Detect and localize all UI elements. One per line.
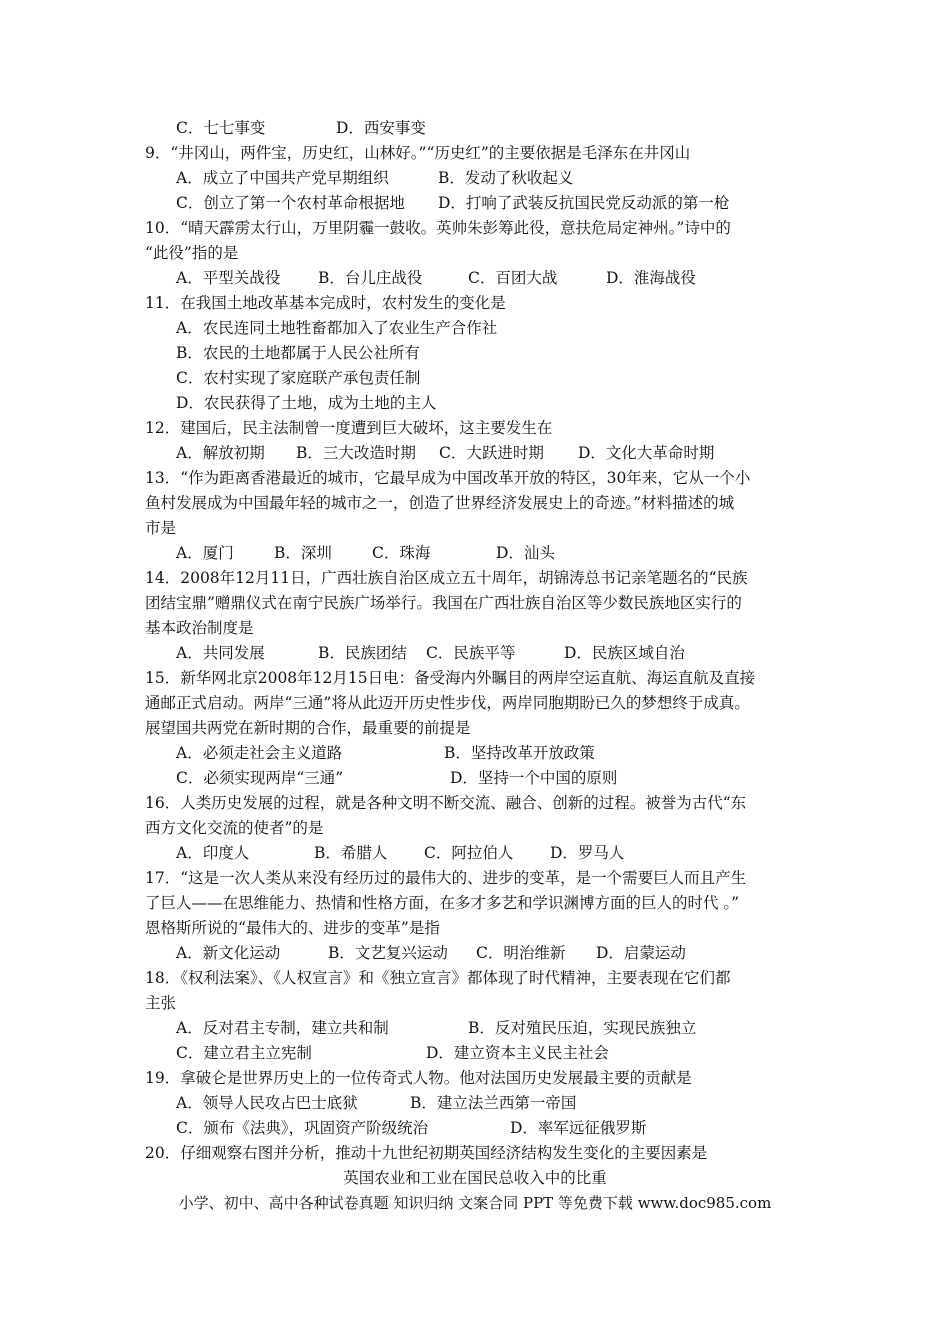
q14-option-d: D．民族区域自治 — [564, 644, 685, 662]
q11-option-d: D．农民获得了土地，成为土地的主人 — [176, 394, 437, 412]
q20-stem: 20．仔细观察右图并分析，推动十九世纪初期英国经济结构发生变化的主要因素是 — [145, 1144, 708, 1162]
q10-option-b: B．台儿庄战役 — [318, 269, 423, 287]
q16-option-d: D．罗马人 — [550, 844, 625, 862]
q13-option-a: A．厦门 — [176, 544, 234, 562]
q17-option-a: A．新文化运动 — [176, 944, 281, 962]
q18-option-c: C．建立君主立宪制 — [176, 1044, 312, 1062]
q16-option-c: C．阿拉伯人 — [424, 844, 514, 862]
q14-option-a: A．共同发展 — [176, 644, 265, 662]
q16-stem-cont: 西方文化交流的使者”的是 — [145, 819, 324, 837]
q18-option-d: D．建立资本主义民主社会 — [426, 1044, 609, 1062]
q15-stem: 15．新华网北京2008年12月15日电：备受海内外瞩目的两岸空运直航、海运直航及直接 — [145, 669, 756, 687]
q17-option-d: D．启蒙运动 — [596, 944, 686, 962]
q8-option-c: C．七七事变 — [176, 119, 266, 137]
q13-option-d: D．汕头 — [496, 544, 555, 562]
q15-option-d: D．坚持一个中国的原则 — [450, 769, 618, 787]
q18-option-a: A．反对君主专制，建立共和制 — [176, 1019, 389, 1037]
q15-stem-cont: 通邮正式启动。两岸“三通”将从此迈开历史性步伐，两岸同胞期盼已久的梦想终于成真。 — [145, 694, 750, 712]
q10-stem-cont: “此役”指的是 — [145, 244, 239, 262]
q15-option-a: A．必须走社会主义道路 — [176, 744, 343, 762]
q17-option-b: B．文艺复兴运动 — [328, 944, 448, 962]
q14-stem-end: 基本政治制度是 — [145, 619, 254, 637]
q18-stem: 18．《权利法案》、《人权宣言》和《独立宣言》都体现了时代精神，主要表现在它们都 — [145, 969, 731, 987]
q19-option-d: D．率军远征俄罗斯 — [510, 1119, 647, 1137]
q17-stem: 17．“这是一次人类从来没有经历过的最伟大的、进步的变革，是一个需要巨人而且产生 — [145, 869, 747, 887]
q10-stem: 10．“晴天霹雳太行山，万里阴霾一鼓收。英帅朱彭筹此役，意扶危局定神州。”诗中的 — [145, 219, 731, 237]
q15-stem-end: 展望国共两党在新时期的合作，最重要的前提是 — [145, 719, 471, 737]
figure-caption: 英国农业和工业在国民总收入中的比重 — [343, 1169, 607, 1187]
q15-option-b: B．坚持改革开放政策 — [444, 744, 595, 762]
q12-option-b: B．三大改造时期 — [296, 444, 416, 462]
q19-option-b: B．建立法兰西第一帝国 — [410, 1094, 577, 1112]
q17-stem-end: 恩格斯所说的“最伟大的、进步的变革”是指 — [145, 919, 440, 937]
q14-stem-cont: 团结宝鼎”赠鼎仪式在南宁民族广场举行。我国在广西壮族自治区等少数民族地区实行的 — [145, 594, 742, 612]
q10-option-d: D．淮海战役 — [606, 269, 696, 287]
q12-stem: 12．建国后，民主法制曾一度遭到巨大破坏，这主要发生在 — [145, 419, 553, 437]
q10-option-a: A．平型关战役 — [176, 269, 281, 287]
q19-option-a: A．领导人民攻占巴士底狱 — [176, 1094, 358, 1112]
q18-stem-cont: 主张 — [145, 994, 177, 1012]
q9-option-a: A．成立了中国共产党早期组织 — [176, 169, 389, 187]
q16-option-b: B．希腊人 — [314, 844, 388, 862]
q13-option-b: B．深圳 — [274, 544, 332, 562]
q11-option-c: C．农村实现了家庭联产承包责任制 — [176, 369, 421, 387]
q16-stem: 16．人类历史发展的过程，就是各种文明不断交流、融合、创新的过程。被誉为古代“东 — [145, 794, 747, 812]
q11-stem: 11．在我国土地改革基本完成时，农村发生的变化是 — [145, 294, 506, 312]
q9-option-c: C．创立了第一个农村革命根据地 — [176, 194, 405, 212]
q19-stem: 19．拿破仑是世界历史上的一位传奇式人物。他对法国历史发展最主要的贡献是 — [145, 1069, 692, 1087]
q14-option-b: B．民族团结 — [318, 644, 407, 662]
q14-option-c: C．民族平等 — [426, 644, 516, 662]
page-footer: 小学、初中、高中各种试卷真题 知识归纳 文案合同 PPT 等免费下载 www.doc985.com — [178, 1194, 772, 1212]
q18-option-b: B．反对殖民压迫，实现民族独立 — [468, 1019, 697, 1037]
q9-option-b: B．发动了秋收起义 — [438, 169, 574, 187]
q13-option-c: C．珠海 — [372, 544, 431, 562]
q14-stem: 14．2008年12月11日，广西壮族自治区成立五十周年，胡锦涛总书记亲笔题名的“民族 — [145, 569, 748, 587]
q17-stem-cont: 了巨人——在思维能力、热情和性格方面，在多才多艺和学识渊博方面的巨人的时代 。” — [145, 894, 740, 912]
q8-option-d: D．西安事变 — [336, 119, 426, 137]
q9-stem: 9．“井冈山，两件宝，历史红，山林好。”“历史红”的主要依据是毛泽东在井冈山 — [145, 144, 691, 162]
q15-option-c: C．必须实现两岸“三通” — [176, 769, 344, 787]
q13-stem-end: 市是 — [145, 519, 177, 537]
q12-option-d: D．文化大革命时期 — [578, 444, 715, 462]
q12-option-a: A．解放初期 — [176, 444, 265, 462]
q16-option-a: A．印度人 — [176, 844, 250, 862]
q9-option-d: D．打响了武装反抗国民党反动派的第一枪 — [438, 194, 730, 212]
q10-option-c: C．百团大战 — [468, 269, 558, 287]
q17-option-c: C．明治维新 — [476, 944, 566, 962]
q19-option-c: C．颁布《法典》，巩固资产阶级统治 — [176, 1119, 429, 1137]
q13-stem: 13．“作为距离香港最近的城市，它最早成为中国改革开放的特区，30年来，它从一个小 — [145, 469, 751, 487]
q11-option-a: A．农民连同土地牲畜都加入了农业生产合作社 — [176, 319, 498, 337]
q11-option-b: B．农民的土地都属于人民公社所有 — [176, 344, 420, 362]
q12-option-c: C．大跃进时期 — [439, 444, 544, 462]
q13-stem-cont: 鱼村发展成为中国最年轻的城市之一，创造了世界经济发展史上的奇迹。”材料描述的城 — [145, 494, 735, 512]
